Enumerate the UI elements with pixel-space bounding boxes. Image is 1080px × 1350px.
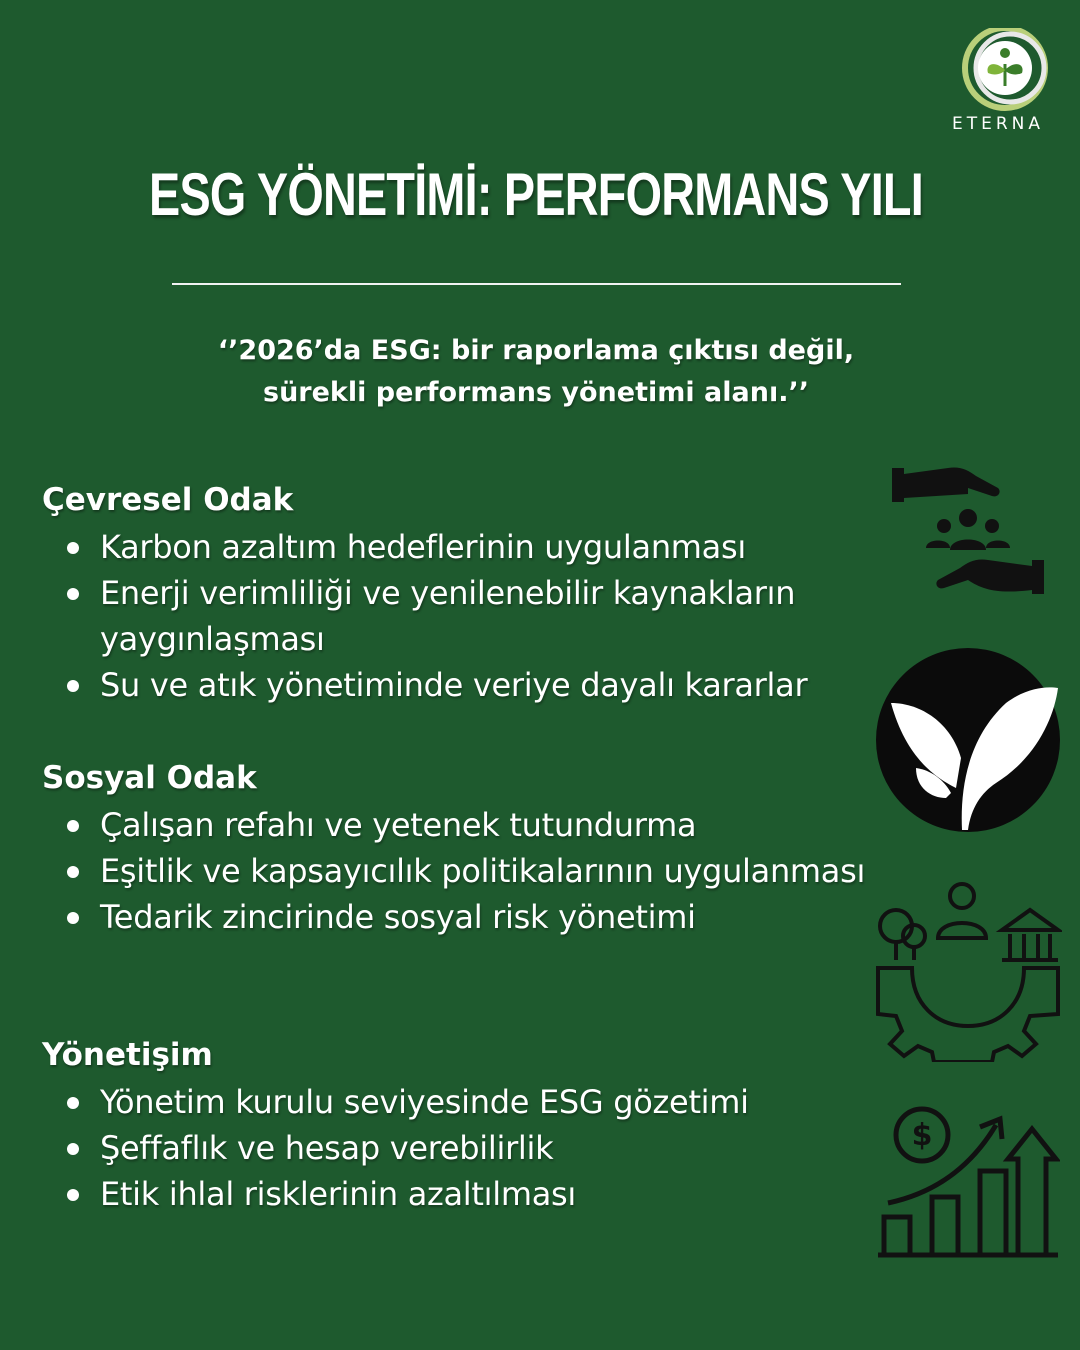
list-item: Şeffaflık ve hesap verebilirlik: [42, 1125, 872, 1171]
bullet: [67, 542, 79, 554]
finance-growth-icon: [876, 1105, 1060, 1266]
hands-people-icon: [888, 460, 1048, 610]
section-heading: Çevresel Odak: [42, 482, 294, 518]
list-item: Enerji verimliliği ve yenilenebilir kaynakların yaygınlaşması: [42, 570, 872, 662]
list-item: Yönetim kurulu seviyesinde ESG gözetimi: [42, 1079, 872, 1125]
bullet: [67, 680, 79, 692]
bullet: [67, 588, 79, 600]
bullet: [67, 1143, 79, 1155]
quote: [0, 330, 1072, 414]
bullet: [67, 1189, 79, 1201]
bullet: [67, 820, 79, 832]
bullet: [67, 1097, 79, 1109]
section-heading: Sosyal Odak: [42, 760, 257, 796]
section-governance: [42, 1035, 872, 1217]
sustainability-gear-icon: [874, 876, 1062, 1067]
page-title: ESG YÖNETİMİ: PERFORMANS YILI: [149, 161, 923, 228]
leaf-icon: [876, 648, 1061, 838]
bullet: [67, 866, 79, 878]
section-social: [42, 758, 872, 940]
list-item: Tedarik zincirinde sosyal risk yönetimi: [42, 894, 872, 940]
list-item: Etik ihlal risklerinin azaltılması: [42, 1171, 872, 1217]
list-item: Eşitlik ve kapsayıcılık politikalarının uygulanması: [42, 848, 872, 894]
quote-line-1: ‘’2026’da ESG: bir raporlama çıktısı değil,: [217, 335, 855, 366]
dollar-glyph: $: [911, 1118, 933, 1153]
section-heading: Yönetişim: [42, 1037, 213, 1073]
quote-line-2: sürekli performans yönetimi alanı.’’: [263, 377, 809, 408]
title-divider: [172, 283, 901, 285]
list-item: Çalışan refahı ve yetenek tutundurma: [42, 802, 872, 848]
list-item: Karbon azaltım hedeflerinin uygulanması: [42, 524, 872, 570]
list-item: Su ve atık yönetiminde veriye dayalı kararlar: [42, 662, 872, 708]
section-environmental: [42, 480, 872, 708]
brand-name: ETERNA: [952, 114, 1045, 134]
bullet: [67, 912, 79, 924]
